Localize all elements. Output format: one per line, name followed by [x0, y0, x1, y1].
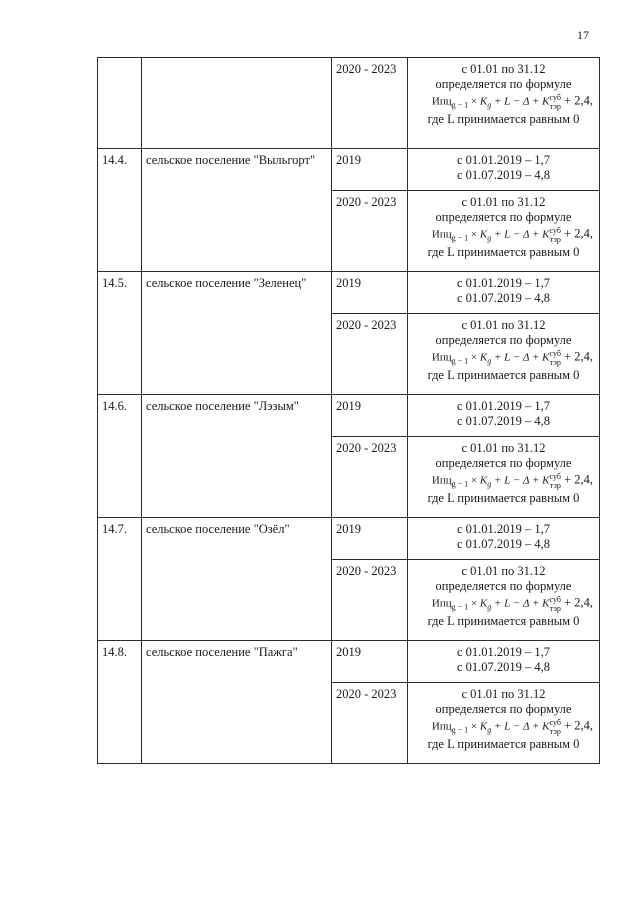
formula-prefix: Ипц [431, 597, 452, 610]
rate-line: с 01.01.2019 – 1,7 [456, 153, 551, 167]
rate-line: с 01.01 по 31.12 [461, 564, 546, 578]
rate-line: где L принимается равным 0 [427, 112, 580, 126]
formula-tail: + 2,4, [560, 93, 593, 108]
year-cell: 2019 [332, 395, 408, 437]
formula-k2-sub: тэр [549, 358, 561, 367]
rate-cell [408, 518, 600, 560]
formula-times: × [468, 228, 480, 241]
formula-k2: K [542, 720, 550, 733]
table-row [98, 518, 600, 560]
rate-line: определяется по формуле [435, 333, 572, 347]
rate-line: с 01.01.2019 – 1,7 [456, 522, 551, 536]
index-formula [412, 349, 595, 367]
rate-line: с 01.01 по 31.12 [461, 318, 546, 332]
rate-cell [408, 395, 600, 437]
rate-cell [408, 314, 600, 395]
formula-k2: K [542, 597, 550, 610]
settlement-cell: сельское поселение "Пажга" [142, 641, 332, 764]
formula-k2-sub: тэр [549, 481, 561, 490]
rate-line: с 01.01 по 31.12 [461, 195, 546, 209]
year-cell: 2019 [332, 272, 408, 314]
formula-prefix: Ипц [431, 474, 452, 487]
formula-prefix: Ипц [431, 95, 452, 108]
rate-line: с 01.01 по 31.12 [461, 62, 546, 76]
formula-middle: + L − Δ + [491, 597, 543, 610]
index-formula [412, 595, 595, 613]
formula-times: × [468, 95, 480, 108]
year-cell: 2019 [332, 149, 408, 191]
rate-cell [408, 683, 600, 764]
formula-k2-sup: суб [549, 595, 561, 604]
page-number: 17 [577, 28, 589, 42]
rate-line: с 01.07.2019 – 4,8 [456, 660, 551, 674]
formula-k2-sup: суб [549, 93, 561, 102]
rate-line: с 01.01.2019 – 1,7 [456, 399, 551, 413]
rate-line: определяется по формуле [435, 579, 572, 593]
formula-k2: K [542, 95, 550, 108]
formula-middle: + L − Δ + [491, 474, 543, 487]
formula-times: × [468, 474, 480, 487]
formula-k2-sub: тэр [549, 727, 561, 736]
rate-line: с 01.07.2019 – 4,8 [456, 168, 551, 182]
period-cell: 2020 - 2023 [332, 437, 408, 518]
year-cell: 2019 [332, 518, 408, 560]
period-cell: 2020 - 2023 [332, 314, 408, 395]
formula-k2-sup: суб [549, 472, 561, 481]
rate-cell [408, 641, 600, 683]
formula-middle: + L − Δ + [491, 95, 543, 108]
formula-k-sub: g [487, 100, 492, 110]
row-number-cell [98, 58, 142, 149]
formula-k-sub: g [487, 602, 492, 612]
formula-k2-sup: суб [549, 349, 561, 358]
formula-prefix-sub: g − 1 [451, 602, 469, 612]
row-number-cell: 14.5. [98, 272, 142, 395]
formula-middle: + L − Δ + [491, 228, 543, 241]
formula-times: × [468, 351, 480, 364]
index-formula [412, 226, 595, 244]
rate-line: определяется по формуле [435, 77, 572, 91]
formula-prefix-sub: g − 1 [451, 356, 469, 366]
rate-cell [408, 58, 600, 149]
index-formula [412, 472, 595, 490]
formula-k: K [479, 597, 488, 610]
formula-middle: + L − Δ + [491, 720, 543, 733]
rate-line: где L принимается равным 0 [427, 737, 580, 751]
settlement-cell: сельское поселение "Выльгорт" [142, 149, 332, 272]
formula-tail: + 2,4, [560, 226, 593, 241]
formula-k: K [479, 720, 488, 733]
formula-k2: K [542, 351, 550, 364]
settlement-cell: сельское поселение "Зеленец" [142, 272, 332, 395]
formula-k-sub: g [487, 479, 492, 489]
rate-line: с 01.01.2019 – 1,7 [456, 276, 551, 290]
tariff-table [97, 57, 600, 764]
settlement-cell [142, 58, 332, 149]
period-cell: 2020 - 2023 [332, 191, 408, 272]
row-number-cell: 14.8. [98, 641, 142, 764]
rate-cell [408, 437, 600, 518]
rate-line: где L принимается равным 0 [427, 368, 580, 382]
formula-k: K [479, 228, 488, 241]
tariff-table-body [98, 58, 600, 764]
formula-prefix: Ипц [431, 720, 452, 733]
row-number-cell: 14.4. [98, 149, 142, 272]
period-cell: 2020 - 2023 [332, 683, 408, 764]
rate-line: где L принимается равным 0 [427, 491, 580, 505]
rate-cell [408, 560, 600, 641]
formula-k2-sup: суб [549, 718, 561, 727]
formula-k2-sub: тэр [549, 102, 561, 111]
formula-k2: K [542, 228, 550, 241]
formula-k-sub: g [487, 233, 492, 243]
row-number-cell: 14.7. [98, 518, 142, 641]
formula-prefix-sub: g − 1 [451, 479, 469, 489]
formula-prefix-sub: g − 1 [451, 233, 469, 243]
formula-k-sub: g [487, 356, 492, 366]
formula-k: K [479, 95, 488, 108]
formula-times: × [468, 597, 480, 610]
rate-line: с 01.07.2019 – 4,8 [456, 291, 551, 305]
rate-line: определяется по формуле [435, 456, 572, 470]
year-cell: 2019 [332, 641, 408, 683]
formula-prefix: Ипц [431, 228, 452, 241]
formula-k2-sub: тэр [549, 604, 561, 613]
formula-tail: + 2,4, [560, 472, 593, 487]
formula-prefix: Ипц [431, 351, 452, 364]
table-row [98, 272, 600, 314]
formula-tail: + 2,4, [560, 718, 593, 733]
formula-k2-sup: суб [549, 226, 561, 235]
rate-cell [408, 272, 600, 314]
rate-line: с 01.01.2019 – 1,7 [456, 645, 551, 659]
formula-k: K [479, 351, 488, 364]
formula-k-sub: g [487, 725, 492, 735]
rate-line: где L принимается равным 0 [427, 614, 580, 628]
table-row [98, 58, 600, 149]
formula-prefix-sub: g − 1 [451, 725, 469, 735]
rate-cell [408, 191, 600, 272]
formula-k: K [479, 474, 488, 487]
formula-times: × [468, 720, 480, 733]
rate-line: с 01.07.2019 – 4,8 [456, 414, 551, 428]
rate-line: с 01.01 по 31.12 [461, 441, 546, 455]
formula-k2-sub: тэр [549, 235, 561, 244]
formula-tail: + 2,4, [560, 595, 593, 610]
rate-line: определяется по формуле [435, 210, 572, 224]
rate-line: где L принимается равным 0 [427, 245, 580, 259]
period-cell: 2020 - 2023 [332, 58, 408, 149]
formula-middle: + L − Δ + [491, 351, 543, 364]
rate-line: определяется по формуле [435, 702, 572, 716]
formula-prefix-sub: g − 1 [451, 100, 469, 110]
rate-cell [408, 149, 600, 191]
settlement-cell: сельское поселение "Озёл" [142, 518, 332, 641]
period-cell: 2020 - 2023 [332, 560, 408, 641]
rate-line: с 01.07.2019 – 4,8 [456, 537, 551, 551]
rate-line: с 01.01 по 31.12 [461, 687, 546, 701]
table-row [98, 641, 600, 683]
table-row [98, 149, 600, 191]
row-number-cell: 14.6. [98, 395, 142, 518]
formula-tail: + 2,4, [560, 349, 593, 364]
table-row [98, 395, 600, 437]
settlement-cell: сельское поселение "Лэзым" [142, 395, 332, 518]
index-formula [412, 718, 595, 736]
index-formula [412, 93, 595, 111]
formula-k2: K [542, 474, 550, 487]
